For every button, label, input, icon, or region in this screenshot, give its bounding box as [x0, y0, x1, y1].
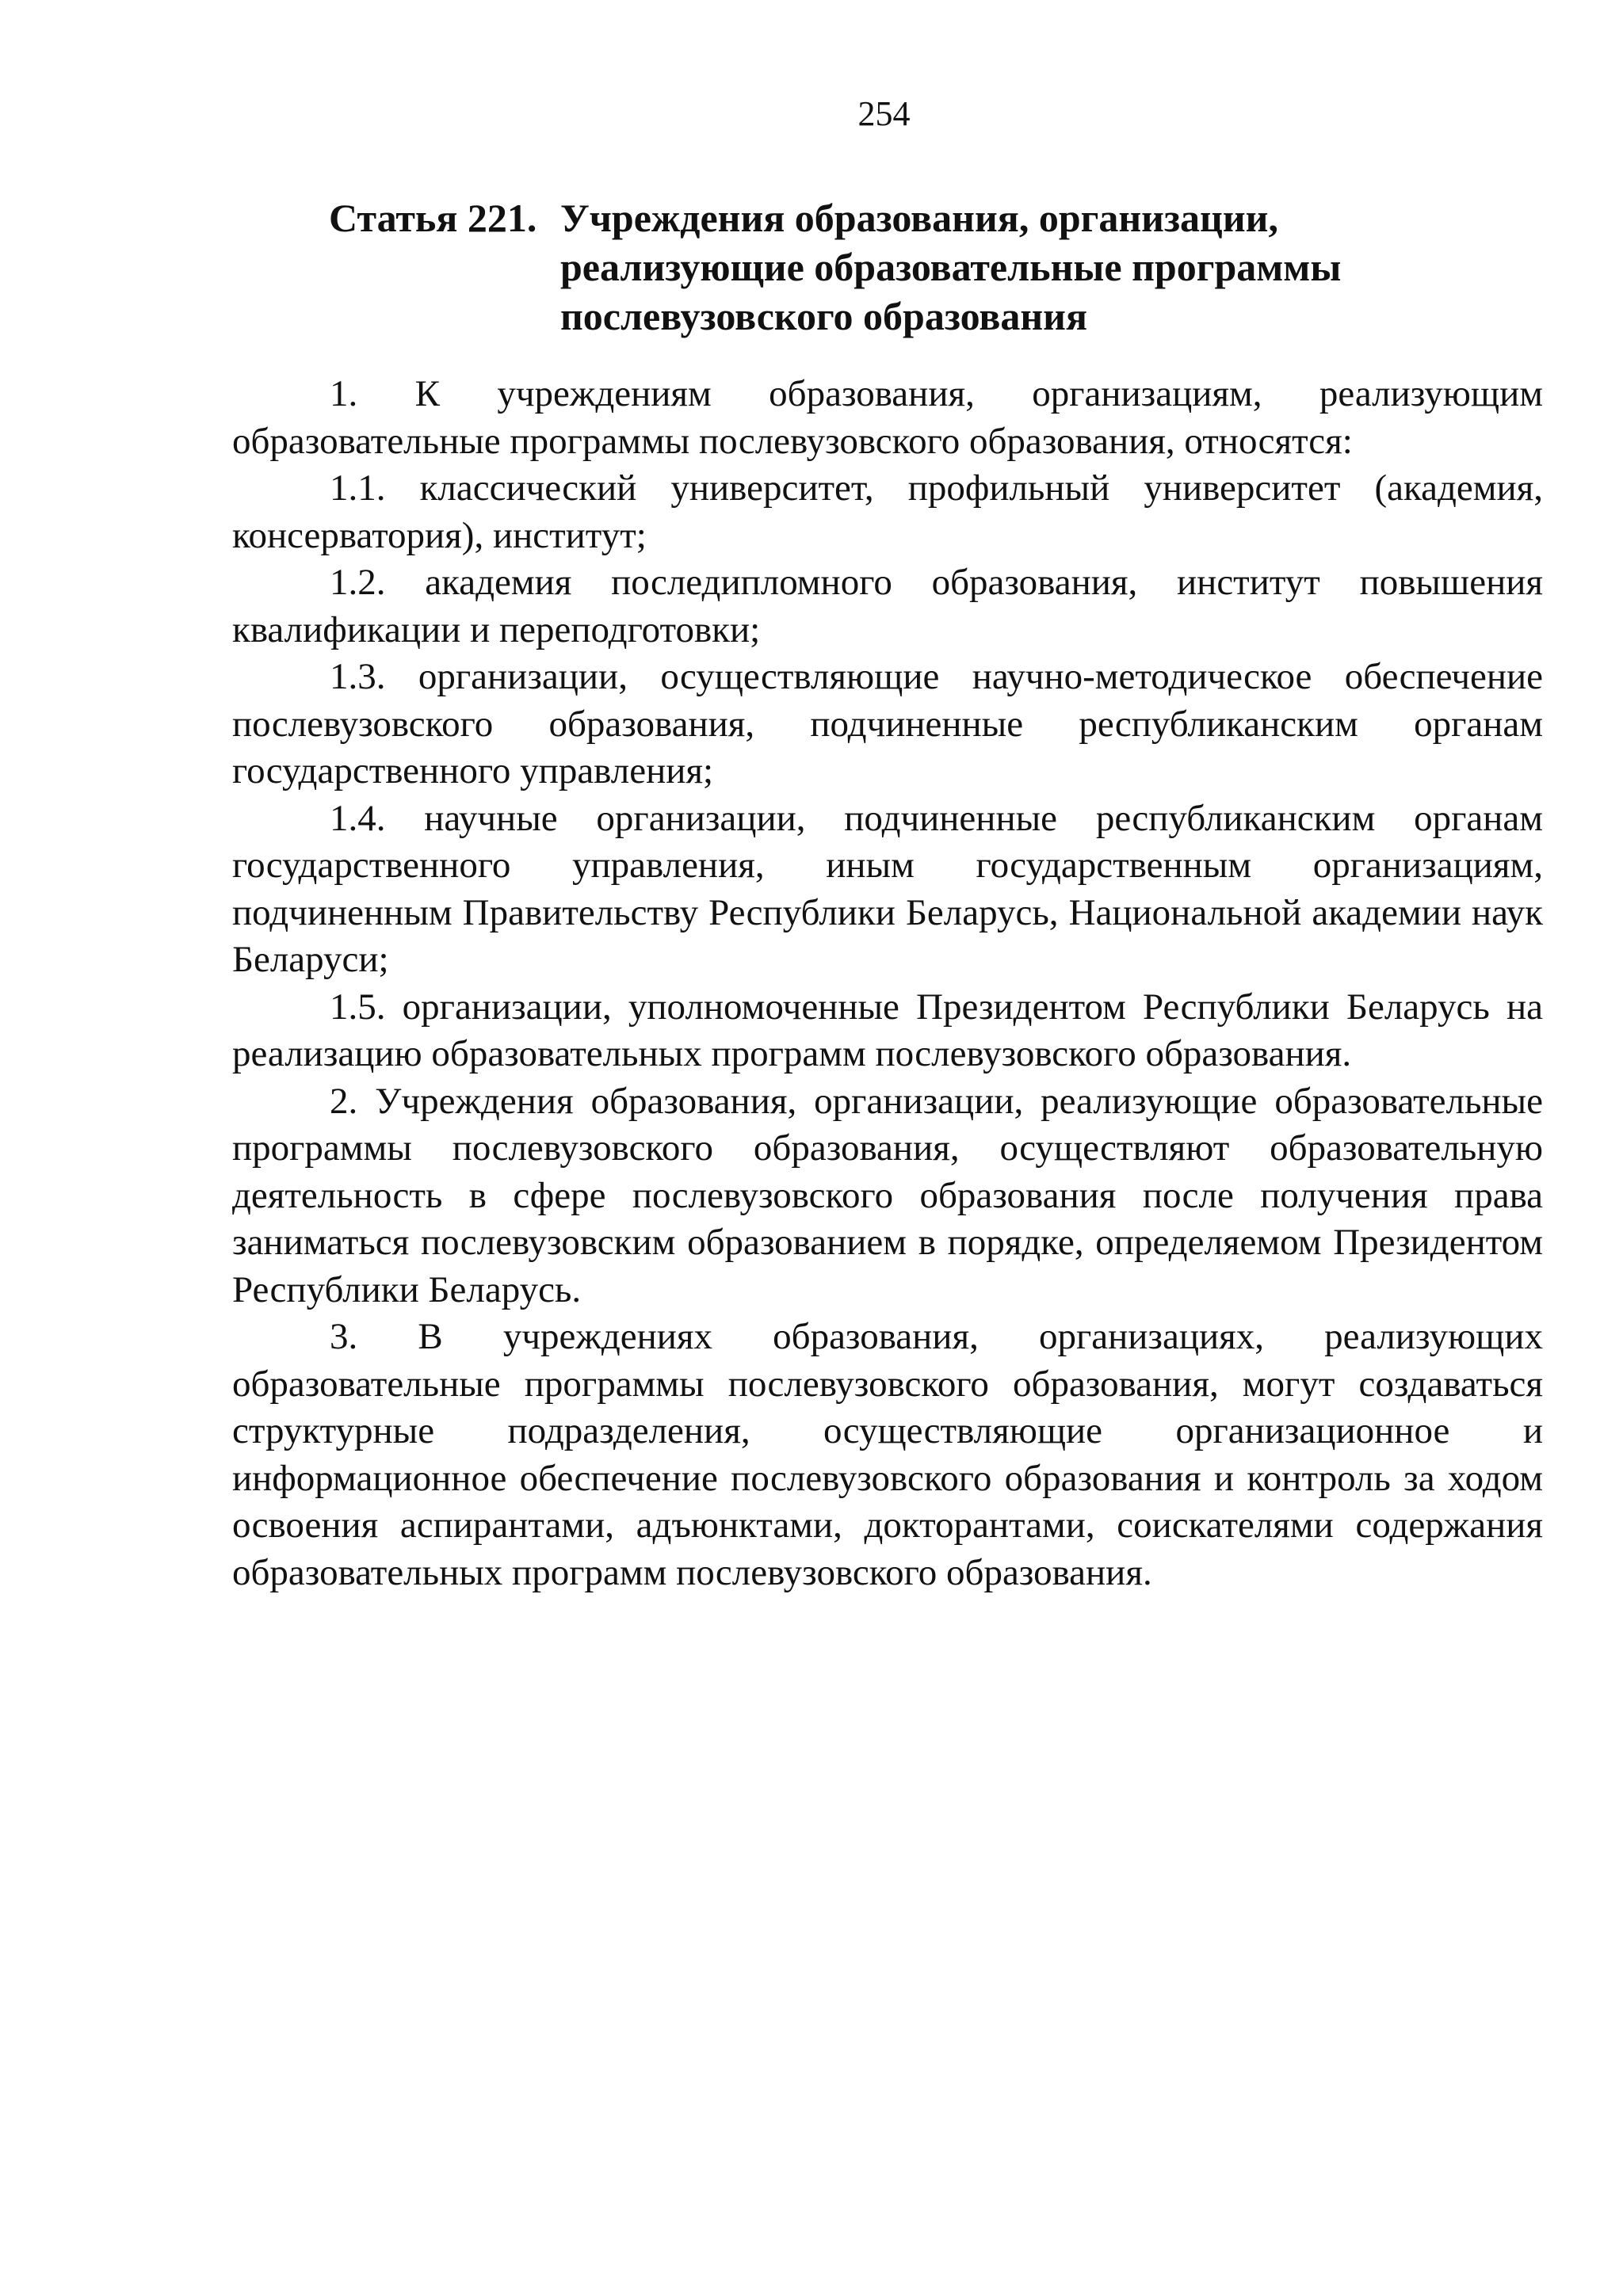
article-heading	[329, 193, 1557, 341]
paragraph-1-1: 1.1. классический университет, профильный университет (академия, консерватория), институт;	[232, 467, 1543, 556]
paragraph-1-3: 1.3. организации, осуществляющие научно-методическое обеспечение послевузовского образования, подчиненные республиканским органам государственного управления;	[232, 656, 1543, 791]
article-body	[232, 371, 1543, 1596]
article-title-line: послевузовского образования	[560, 294, 1088, 338]
paragraph-1-4: 1.4. научные организации, подчиненные республиканским органам государственного управления, иным государственным организациям, подчиненным Правительству Республики Беларусь, Национальной академии наук Беларуси;	[232, 797, 1543, 980]
article-label: Статья 221.	[329, 196, 537, 240]
paragraph-1: 1. К учреждениям образования, организациям, реализующим образовательные программы послевузовского образования, относятся:	[232, 373, 1543, 462]
paragraph-3: 3. В учреждениях образования, организациях, реализующих образовательные программы послевузовского образования, могут создаваться структурные подразделения, осуществляющие организационное и информационное обеспечение послевузовского образования и контроль за ходом освоения аспирантами, адъюнктами, докторантами, соискателями содержания образовательных программ послевузовского образования.	[232, 1316, 1543, 1593]
paragraph-1-2: 1.2. академия последипломного образования, институт повышения квалификации и переподготовки;	[232, 562, 1543, 650]
paragraph-1-5: 1.5. организации, уполномоченные Президентом Республики Беларусь на реализацию образовательных программ послевузовского образования.	[232, 986, 1543, 1074]
article-title-line: реализующие образовательные программы	[560, 245, 1342, 289]
page-number: 254	[857, 94, 911, 133]
article-title	[560, 193, 1557, 341]
paragraph-2: 2. Учреждения образования, организации, реализующие образовательные программы послевузовского образования, осуществляют образовательную деятельность в сфере послевузовского образования после получения права заниматься послевузовским образованием в порядке, определяемом Президентом Республики Беларусь.	[232, 1080, 1543, 1310]
article-title-line: Учреждения образования, организации,	[560, 196, 1278, 240]
